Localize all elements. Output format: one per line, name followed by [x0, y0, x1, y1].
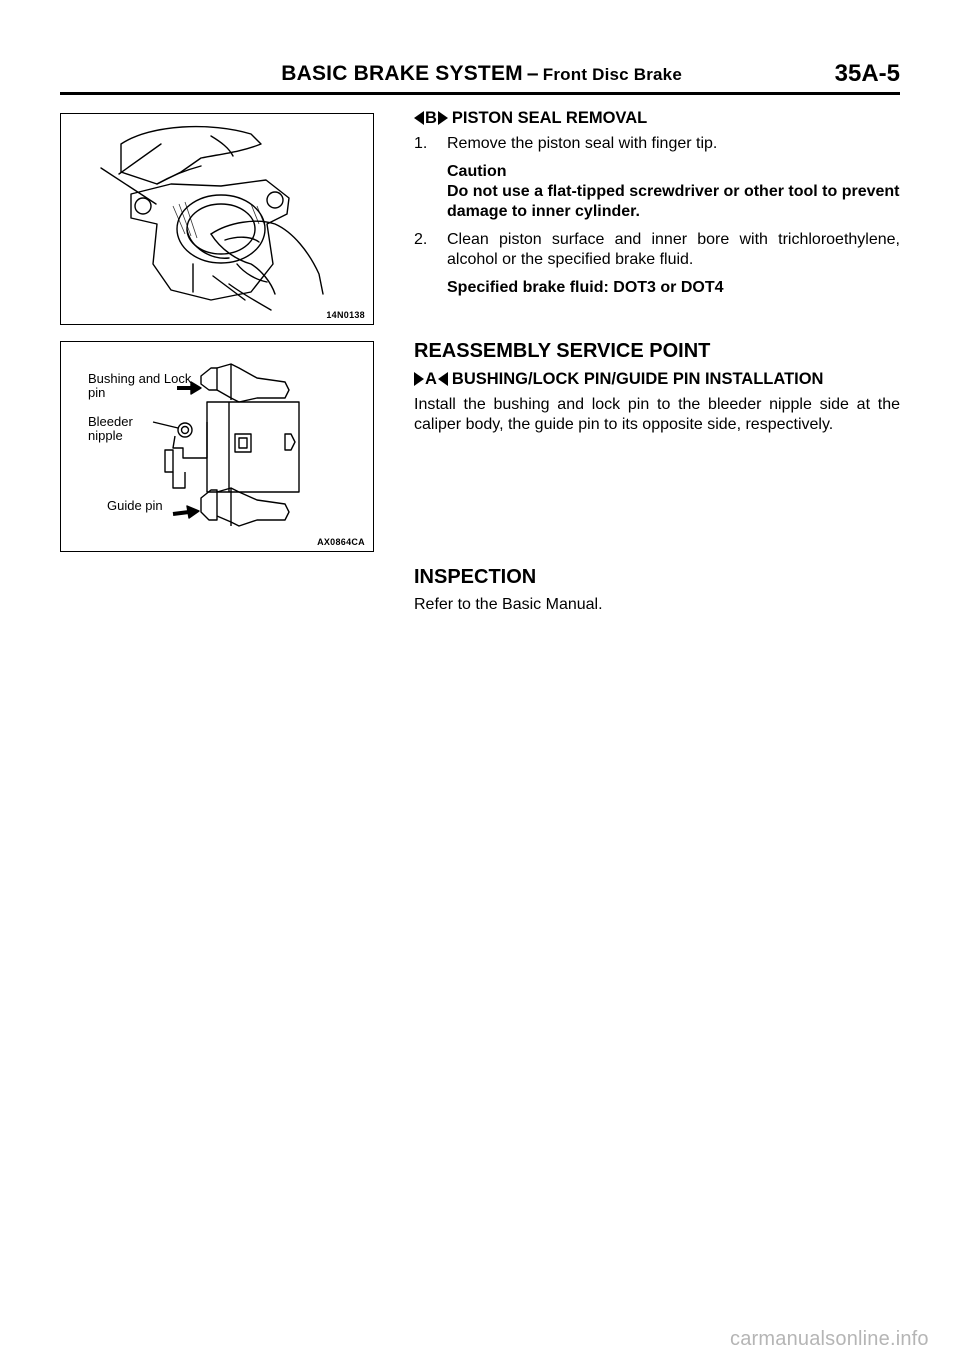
specified-fluid: Specified brake fluid: DOT3 or DOT4 — [447, 279, 724, 296]
piston-seal-removal-section — [414, 108, 900, 298]
pin-installation-heading-text: BUSHING/LOCK PIN/GUIDE PIN INSTALLATION — [451, 370, 824, 388]
inspection-section — [414, 567, 900, 615]
service-mark-letter: B — [425, 109, 437, 127]
service-mark-letter: A — [425, 370, 437, 388]
reassembly-section — [414, 341, 900, 435]
header-divider — [60, 92, 900, 95]
label-bleeder-nipple: Bleeder nipple — [88, 414, 133, 443]
title-dash: – — [526, 62, 539, 85]
piston-seal-heading-text: PISTON SEAL REMOVAL — [451, 109, 648, 127]
inspection-text: Refer to the Basic Manual. — [414, 596, 603, 613]
section-title: BASIC BRAKE SYSTEM — [281, 62, 523, 85]
piston-seal-figure — [60, 113, 374, 325]
reassembly-title: REASSEMBLY SERVICE POINT — [414, 340, 711, 362]
step-text: Remove the piston seal with finger tip. — [447, 135, 718, 152]
figure-code: AX0864CA — [317, 537, 365, 547]
step-number: 1. — [414, 135, 428, 152]
step-number: 2. — [414, 231, 428, 248]
page-title — [281, 62, 682, 86]
step-1 — [414, 134, 900, 154]
page-number: 35A-5 — [834, 60, 900, 87]
step-text: Clean piston surface and inner bore with trichloroethylene, alcohol or the specified brake fluid. — [447, 231, 900, 268]
watermark: carmanualsonline.info — [730, 1328, 929, 1350]
caution-title: Caution — [447, 163, 507, 180]
piston-seal-heading — [414, 108, 900, 128]
page-header — [60, 60, 900, 94]
triangle-right-icon — [414, 372, 424, 386]
pin-installation-heading — [414, 369, 900, 389]
triangle-right-icon — [438, 111, 448, 125]
piston-seal-illustration — [61, 114, 373, 324]
label-guide-pin: Guide pin — [107, 498, 163, 513]
service-mark-b — [414, 108, 448, 128]
pin-installation-text: Install the bushing and lock pin to the bleeder nipple side at the caliper body, the guide pin to its opposite side, respectively. — [414, 396, 900, 433]
pin-installation-figure — [60, 341, 374, 552]
service-mark-a — [414, 369, 448, 389]
triangle-left-icon — [414, 111, 424, 125]
caution-text: Do not use a flat-tipped screwdriver or other tool to prevent damage to inner cylinder. — [447, 183, 900, 220]
section-subtitle: Front Disc Brake — [542, 65, 682, 84]
caution-block — [447, 162, 900, 222]
triangle-left-icon — [438, 372, 448, 386]
step-2 — [414, 230, 900, 270]
caliper-diagram — [61, 342, 373, 551]
figure-code: 14N0138 — [326, 310, 365, 320]
label-bushing-lock-pin: Bushing and Lock pin — [88, 371, 192, 400]
inspection-title: INSPECTION — [414, 566, 537, 588]
